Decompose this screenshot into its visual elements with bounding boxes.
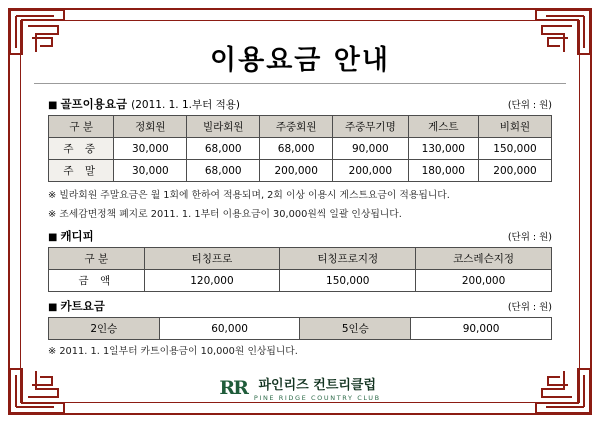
table-header-cell: 코스레슨지정 — [416, 248, 552, 270]
caddy-section-header — [48, 228, 552, 244]
table-cell: 200,000 — [416, 270, 552, 292]
table-header-cell: 빌라회원 — [187, 116, 260, 138]
table-header-row — [49, 248, 552, 270]
footer-logo — [48, 374, 552, 402]
table-header-cell: 구 분 — [49, 248, 145, 270]
table-cell: 200,000 — [333, 160, 408, 182]
golf-unit-label: (단위 : 원) — [507, 100, 552, 111]
cart-unit-label: (단위 : 원) — [507, 302, 552, 314]
row-label: 주 말 — [49, 160, 114, 182]
cart-seat-value: 90,000 — [411, 318, 552, 340]
cart-fee-table — [48, 317, 552, 340]
table-cell: 68,000 — [187, 160, 260, 182]
golf-section-note: (2011. 1. 1.부터 적용) — [131, 99, 240, 111]
table-cell: 150,000 — [478, 138, 551, 160]
table-header-cell: 정회원 — [114, 116, 187, 138]
cart-seat-label: 2인승 — [49, 318, 160, 340]
row-label: 금 액 — [49, 270, 145, 292]
bullet-square-icon: ■ — [48, 100, 58, 111]
table-header-cell: 주중회원 — [260, 116, 333, 138]
table-row — [49, 160, 552, 182]
table-cell: 30,000 — [114, 160, 187, 182]
table-cell: 200,000 — [260, 160, 333, 182]
table-header-row — [49, 116, 552, 138]
table-header-cell: 구 분 — [49, 116, 114, 138]
cart-section-title — [48, 298, 105, 314]
table-header-cell: 비회원 — [478, 116, 551, 138]
caddy-unit-label: (단위 : 원) — [507, 232, 552, 244]
golf-section-header — [48, 96, 552, 112]
table-row — [49, 270, 552, 292]
table-cell: 90,000 — [333, 138, 408, 160]
table-header-cell: 게스트 — [408, 116, 478, 138]
golf-note: ※ 조세감면정책 폐지로 2011. 1. 1부터 이용요금이 30,000원씩 일괄 인상됩니다. — [48, 209, 402, 221]
bullet-square-icon: ■ — [48, 232, 58, 244]
table-row — [49, 318, 552, 340]
cart-section-header — [48, 298, 552, 314]
table-cell: 200,000 — [478, 160, 551, 182]
cart-section-title-text: 카트요금 — [60, 299, 105, 314]
club-name-en: PINE RIDGE COUNTRY CLUB — [253, 393, 381, 402]
club-logo-icon: RR — [219, 376, 247, 399]
table-header-cell: 티칭프로 — [144, 248, 280, 270]
cart-seat-label: 5인승 — [300, 318, 411, 340]
golf-section-title-text: 골프이용요금 — [60, 97, 128, 111]
club-name-ko: 파인리즈 컨트리클럽 — [258, 377, 377, 393]
table-cell: 68,000 — [260, 138, 333, 160]
page-title: 이용요금 안내 — [210, 45, 390, 76]
table-cell: 180,000 — [408, 160, 478, 182]
table-cell: 120,000 — [144, 270, 280, 292]
club-name-block — [254, 374, 381, 402]
table-cell: 150,000 — [280, 270, 416, 292]
table-header-cell: 주중무기명 — [333, 116, 408, 138]
table-cell: 30,000 — [114, 138, 187, 160]
golf-section-title — [48, 96, 240, 112]
golf-note: ※ 빌라회원 주말요금은 월 1회에 한하여 적용되며, 2회 이상 이용시 게스트요금이 적용됩니다. — [48, 190, 450, 201]
table-row — [49, 138, 552, 160]
cart-seat-value: 60,000 — [159, 318, 300, 340]
cart-note: ※ 2011. 1. 1일부터 카트이용금이 10,000원 인상됩니다. — [48, 346, 298, 358]
document-content — [26, 26, 574, 402]
golf-notes — [48, 189, 552, 222]
table-cell: 130,000 — [408, 138, 478, 160]
caddy-section-title-text: 캐디피 — [60, 229, 94, 244]
caddy-fee-table — [48, 247, 552, 292]
table-header-cell: 티칭프로지정 — [280, 248, 416, 270]
table-cell: 68,000 — [187, 138, 260, 160]
title-divider — [34, 83, 566, 84]
caddy-section-title — [48, 228, 94, 244]
bullet-square-icon: ■ — [48, 302, 58, 314]
golf-fee-table — [48, 115, 552, 182]
row-label: 주 중 — [49, 138, 114, 160]
